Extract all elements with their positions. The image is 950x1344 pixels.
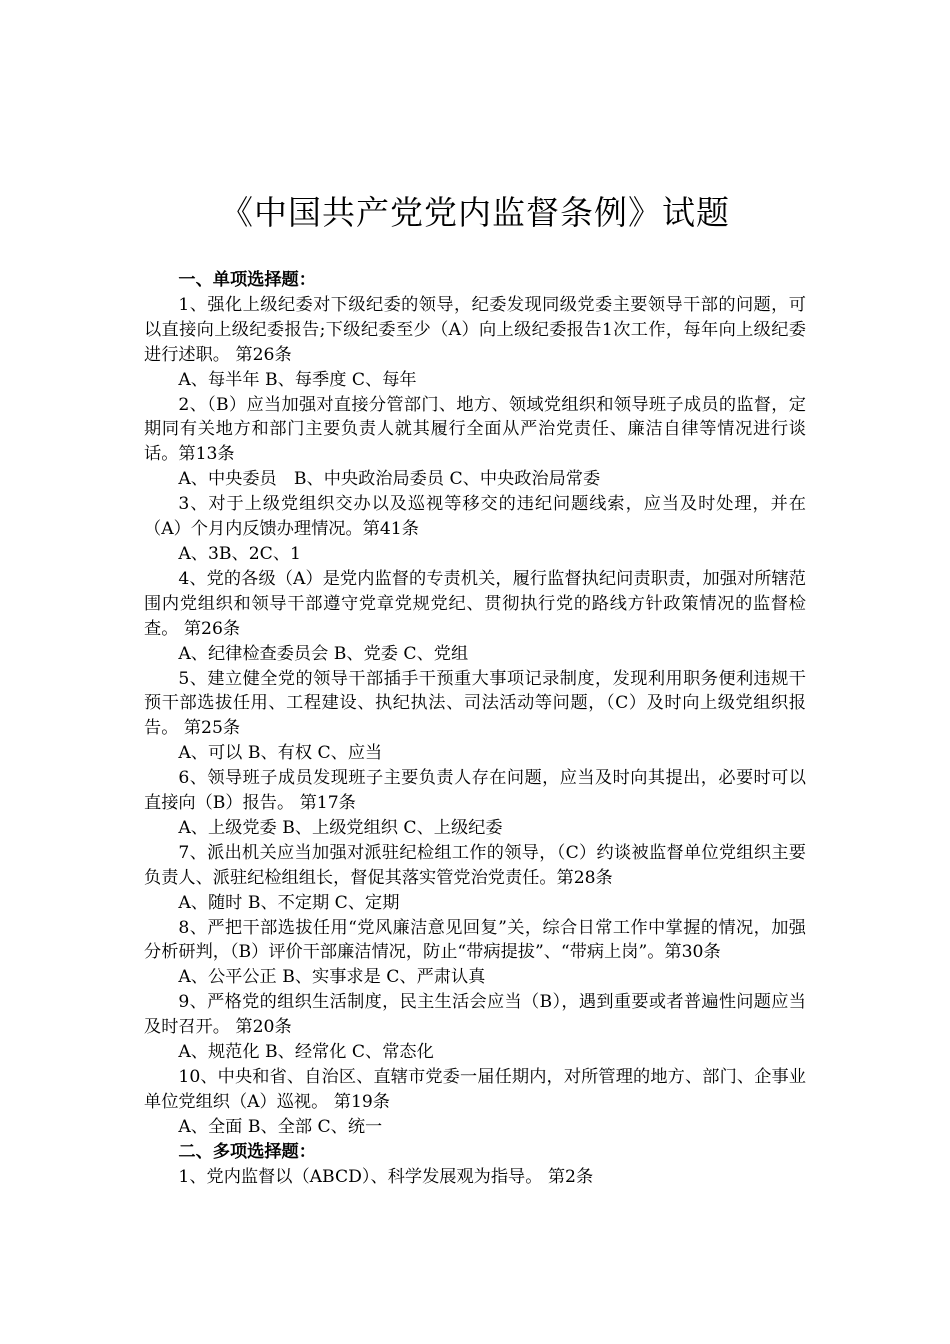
document-title: 《中国共产党党内监督条例》试题 — [220, 193, 730, 232]
question-6: 6、领导班子成员发现班子主要负责人存在问题，应当及时向其提出，必要时可以直接向（B）报告。 第17条 — [144, 768, 806, 814]
document-body — [144, 268, 806, 1190]
question-8: 8、严把干部选拔任用“党风廉洁意见回复”关，综合日常工作中掌握的情况，加强分析研判，（B）评价干部廉洁情况，防止“带病提拔”、“带病上岗”。第30条 — [144, 917, 806, 963]
question-2: 2、（B）应当加强对直接分管部门、地方、领域党组织和领导班子成员的监督，定期同有关地方和部门主要负责人就其履行全面从严治党责任、廉洁自律等情况进行谈话。第13条 — [144, 394, 806, 465]
question-10-options: A、全面 B、全部 C、统一 — [178, 1116, 383, 1137]
multi-question-1: 1、党内监督以（ABCD）、科学发展观为指导。 第2条 — [178, 1166, 594, 1187]
question-5: 5、建立健全党的领导干部插手干预重大事项记录制度，发现利用职务便利违规干预干部选拔任用、工程建设、执纪执法、司法活动等问题，（C）及时向上级党组织报告。 第25条 — [144, 668, 806, 739]
question-1-options: A、每半年 B、每季度 C、每年 — [178, 369, 417, 390]
question-10: 10、中央和省、自治区、直辖市党委一届任期内，对所管理的地方、部门、企事业单位党组织（A）巡视。 第19条 — [144, 1067, 806, 1112]
question-3: 3、对于上级党组织交办以及巡视等移交的违纪问题线索，应当及时处理，并在（A）个月内反馈办理情况。第41条 — [144, 494, 806, 540]
question-7-options: A、随时 B、不定期 C、定期 — [178, 892, 400, 913]
question-9-options: A、规范化 B、经常化 C、常态化 — [178, 1042, 434, 1063]
question-1: 1、强化上级纪委对下级纪委的领导，纪委发现同级党委主要领导干部的问题，可以直接向上级纪委报告;下级纪委至少（A）向上级纪委报告1次工作，每年向上级纪委进行述职。 第26条 — [144, 294, 806, 365]
question-5-options: A、可以 B、有权 C、应当 — [178, 743, 383, 764]
question-4-options: A、纪律检查委员会 B、党委 C、党组 — [178, 643, 469, 664]
question-3-options: A、3B、2C、1 — [178, 543, 301, 564]
question-2-options: A、中央委员 B、中央政治局委员 C、中央政治局常委 — [178, 469, 601, 490]
section-heading-single-choice: 一、单项选择题： — [178, 270, 316, 290]
section-heading-multiple-choice: 二、多项选择题： — [178, 1141, 316, 1162]
question-6-options: A、上级党委 B、上级党组织 C、上级纪委 — [178, 817, 503, 838]
question-9: 9、严格党的组织生活制度，民主生活会应当（B），遇到重要或者普遍性问题应当及时召开。 第20条 — [144, 992, 806, 1038]
question-4: 4、党的各级（A）是党内监督的专责机关，履行监督执纪问责职责，加强对所辖范围内党组织和领导干部遵守党章党规党纪、贯彻执行党的路线方针政策情况的监督检查。 第26条 — [144, 568, 806, 639]
question-8-options: A、公平公正 B、实事求是 C、严肃认真 — [178, 967, 486, 988]
question-7: 7、派出机关应当加强对派驻纪检组工作的领导，（C）约谈被监督单位党组织主要负责人、派驻纪检组组长，督促其落实管党治党责任。第28条 — [144, 842, 806, 888]
